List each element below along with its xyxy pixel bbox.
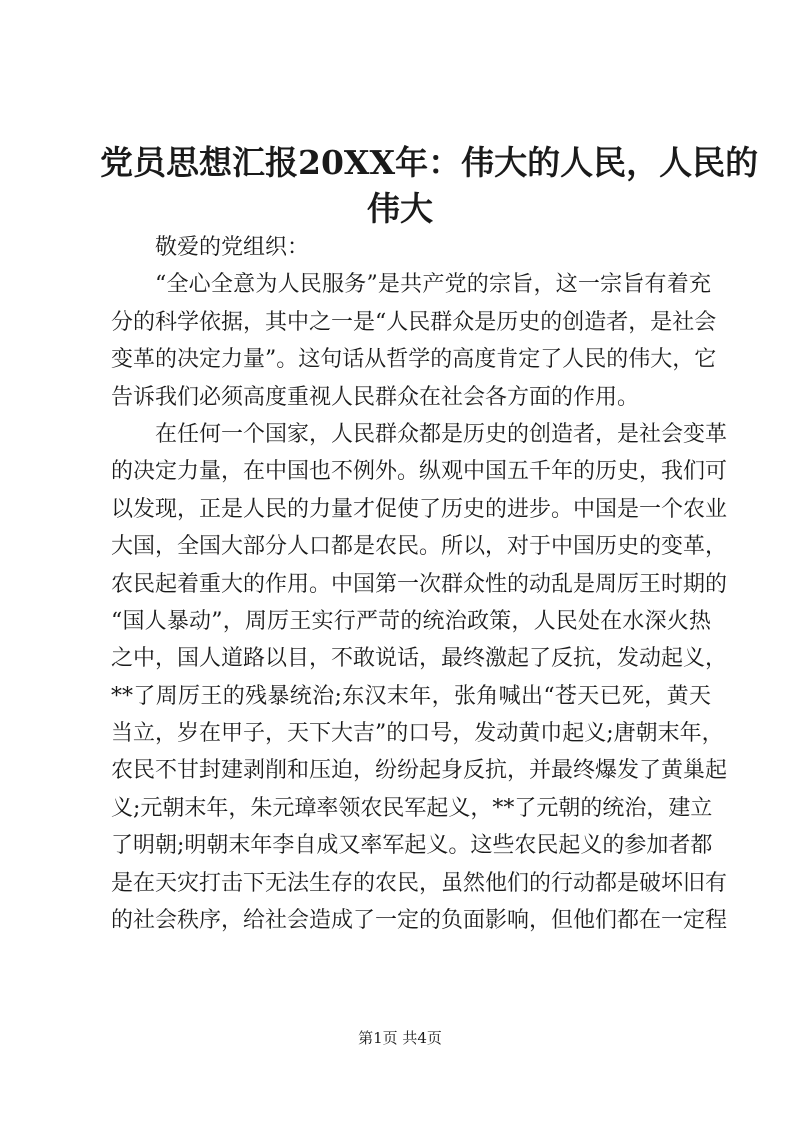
text-line: 农民不甘封建剥削和压迫，纷纷起身反抗，并最终爆发了黄巢起 xyxy=(111,758,728,784)
text-line: “国人暴动”，周厉王实行严苛的统治政策，人民处在水深火热 xyxy=(111,608,711,634)
text-line: 了明朝;明朝末年李自成又率军起义。这些农民起义的参加者都 xyxy=(111,833,713,859)
document-body xyxy=(111,229,728,939)
text-line: 是在天灾打击下无法生存的农民，虽然他们的行动都是破坏旧有 xyxy=(111,870,728,896)
text-line: 义;元朝末年，朱元璋率领农民军起义，**了元朝的统治，建立 xyxy=(111,795,713,821)
text-line: 农民起着重大的作用。中国第一次群众性的动乱是周厉王时期的 xyxy=(111,571,728,597)
text-line: 变革的决定力量”。这句话从哲学的高度肯定了人民的伟大，它 xyxy=(111,347,717,373)
text-line: 的决定力量，在中国也不例外。纵观中国五千年的历史，我们可 xyxy=(111,459,728,485)
page-footer: 第1页 共4页 xyxy=(358,1029,442,1047)
text-line: 当立，岁在甲子，天下大吉”的口号，发动黄巾起义;唐朝末年， xyxy=(111,721,724,747)
text-line: 在任何一个国家，人民群众都是历史的创造者，是社会变革 xyxy=(155,421,728,447)
title-line-1: 党员思想汇报20XX年：伟大的人民，人民的 xyxy=(100,143,759,182)
text-line: “全心全意为人民服务”是共产党的宗旨，这一宗旨有着充 xyxy=(155,272,711,298)
document-title xyxy=(100,140,759,232)
text-line: 分的科学依据，其中之一是“人民群众是历史的创造者，是社会 xyxy=(111,309,717,335)
text-line: 敬爱的党组织： xyxy=(155,235,310,260)
text-line: 大国，全国大部分人口都是农民。所以，对于中国历史的变革， xyxy=(111,534,728,560)
title-line-2: 伟大 xyxy=(367,189,433,228)
text-line: 之中，国人道路以目，不敢说话，最终激起了反抗，发动起义， xyxy=(111,646,728,672)
text-line: 告诉我们必须高度重视人民群众在社会各方面的作用。 xyxy=(111,384,640,410)
text-line: 的社会秩序，给社会造成了一定的负面影响，但他们都在一定程 xyxy=(111,908,728,934)
text-line: **了周厉王的残暴统治;东汉末年，张角喊出“苍天已死，黄天 xyxy=(111,683,711,709)
text-line: 以发现，正是人民的力量才促使了历史的进步。中国是一个农业 xyxy=(111,496,728,522)
